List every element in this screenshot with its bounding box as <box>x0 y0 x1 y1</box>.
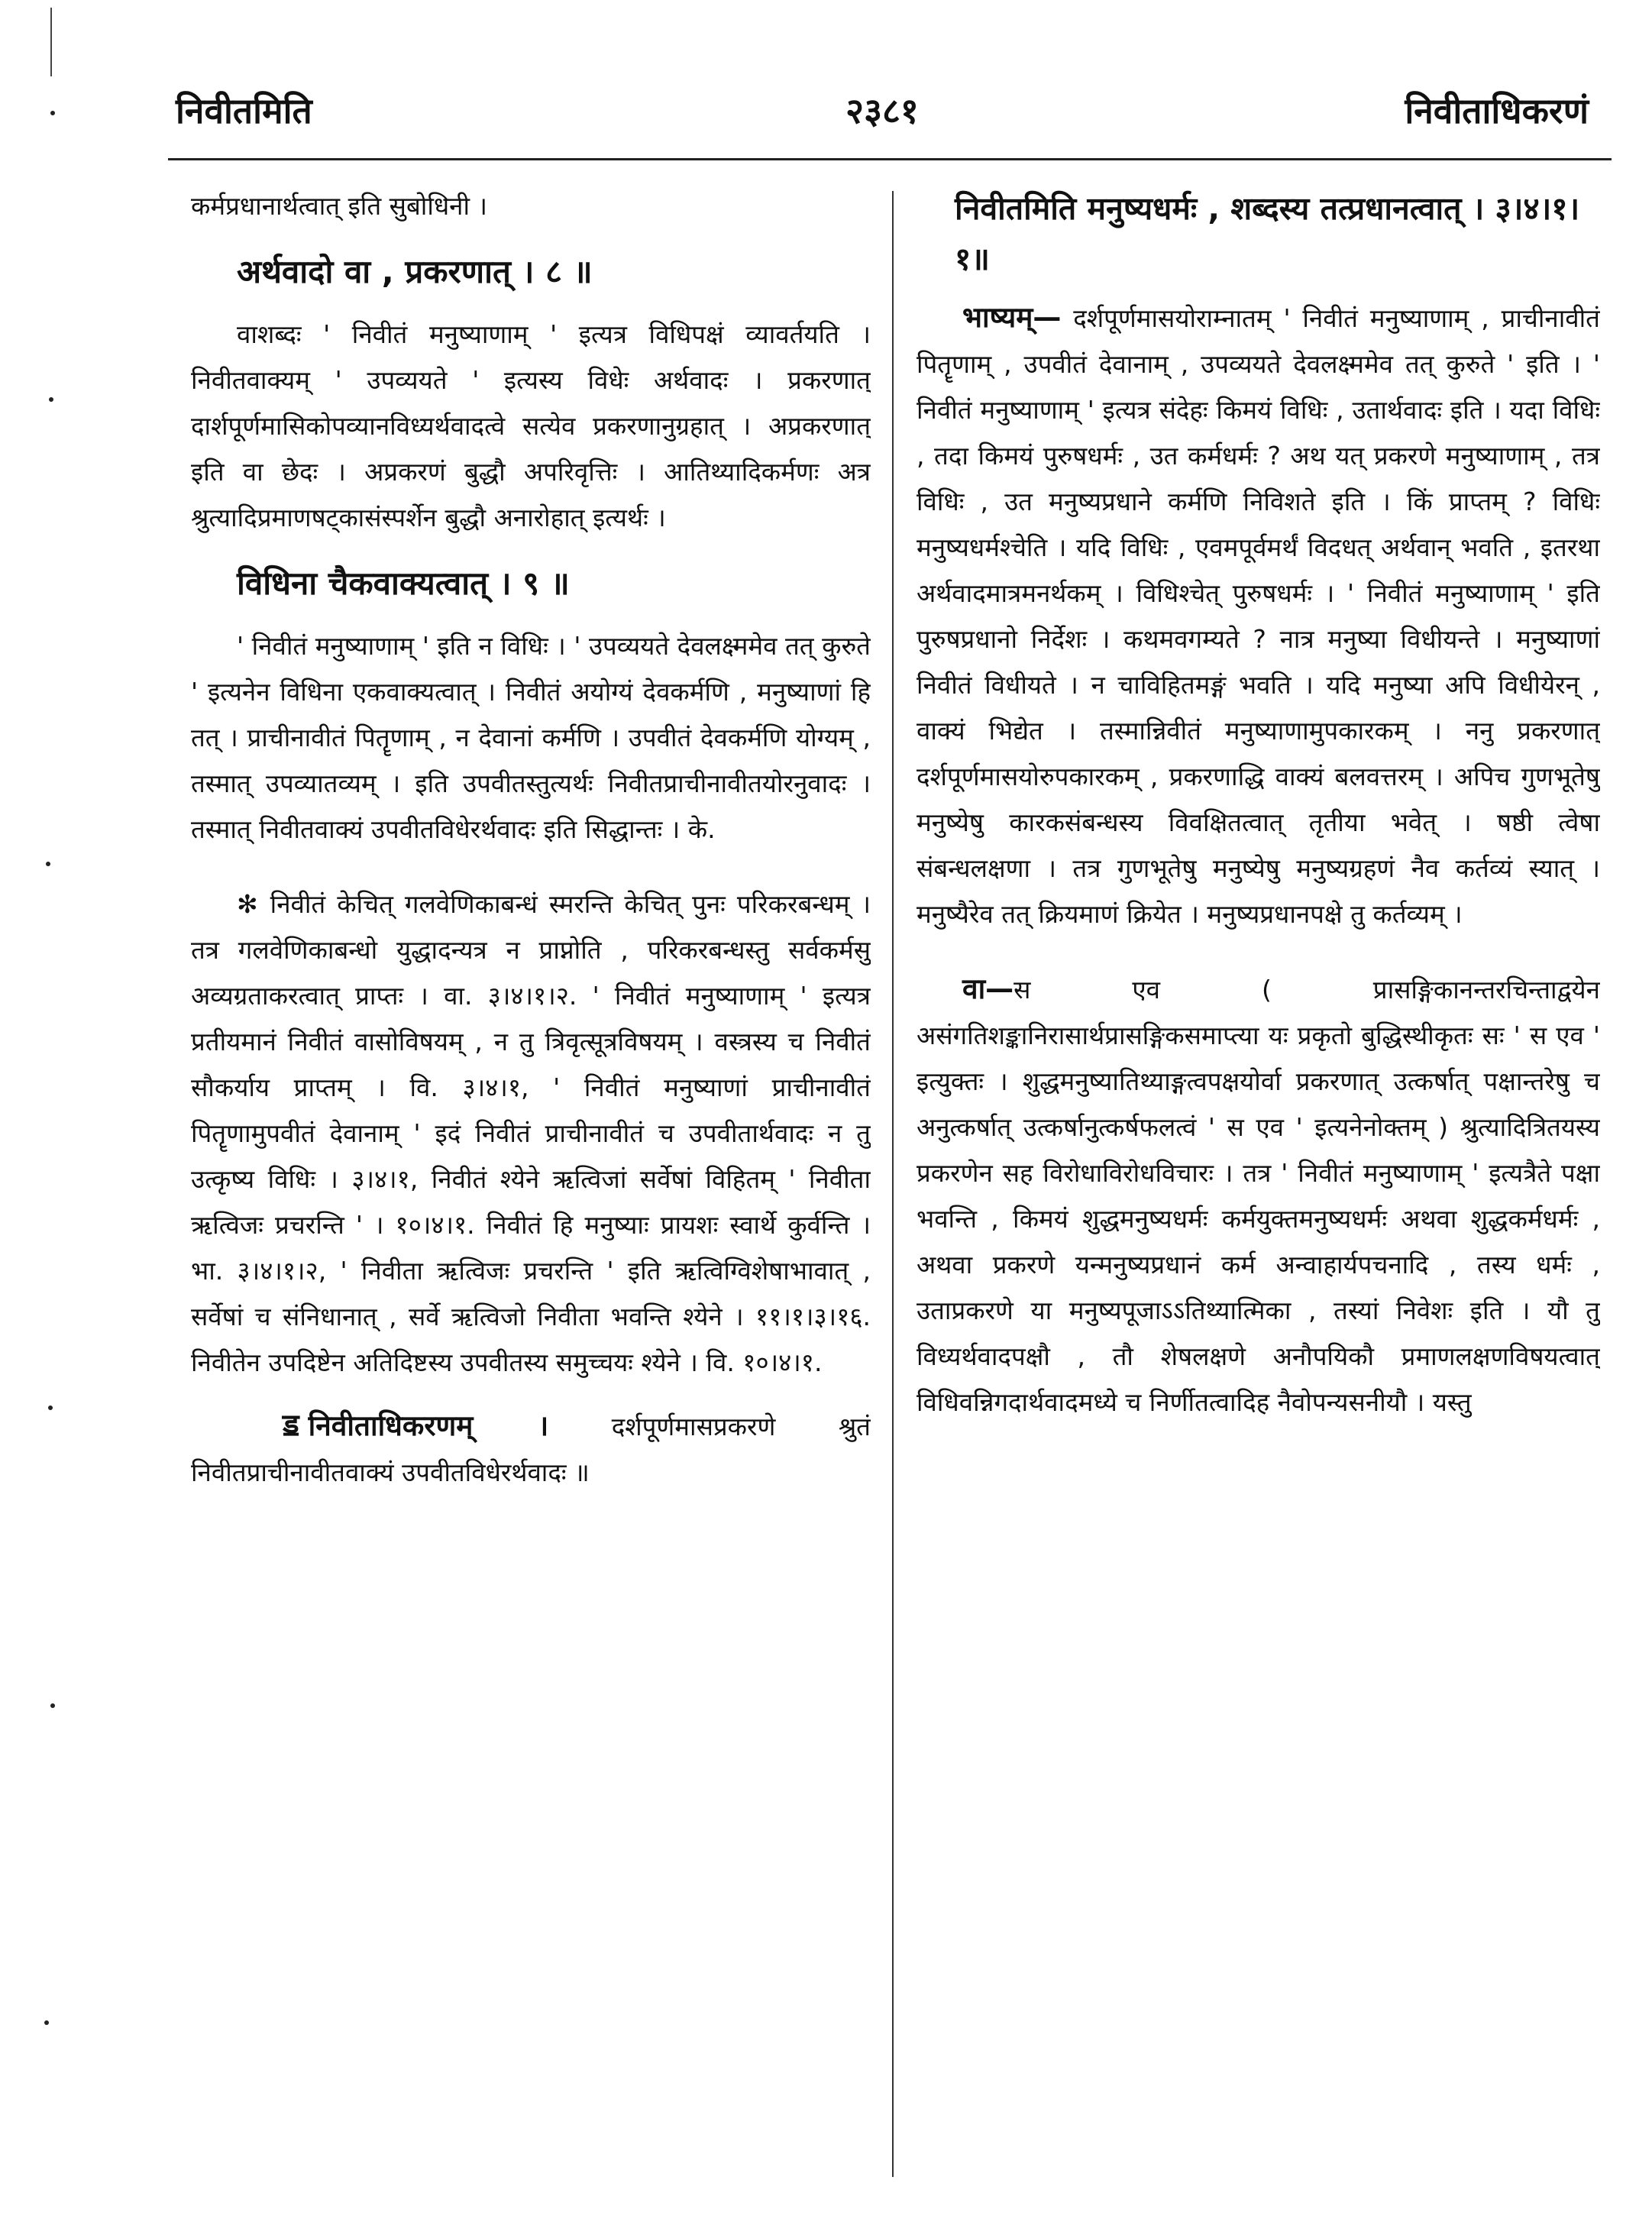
scan-margin-line <box>50 8 52 76</box>
sutra-9: विधिना चैकवाक्यत्वात् । ९ ॥ <box>237 564 570 602</box>
header-left-title: निवीतमिति <box>176 90 312 131</box>
vartika-label: वा— <box>962 972 1014 1005</box>
bhashya-text: दर्शपूर्णमासयोराम्नातम् ' निवीतं मनुष्याणाम् , प्राचीनावीतं पितॄणाम् , उपवीतं देवानाम् , उपव्ययते देवलक्ष्ममेव तत् कुरुते ' इति । ' निवीतं मनुष्याणाम् ' इत्यत्र संदेहः किमयं विधिः , उतार्थवादः इति । यदा विधिः , तदा किमयं पुरुषधर्मः , उत कर्मधर्मः ? अथ यत् प्रकरणे मनुष्याणाम् , तत्र विधिः , उत मनुष्यप्रधाने कर्मणि निविशते इति । किं प्राप्तम् ? विधिः मनुष्यधर्मश्चेति । यदि विधिः , एवमपूर्वमर्थं विदधत् अर्थवान् भवति , इतरथा अर्थवादमात्रमनर्थकम् । विधिश्चेत् पुरुषधर्मः । ' निवीतं मनुष्याणाम् ' इति पुरुषप्रधानो निर्देशः । कथमवगम्यते ? नात्र मनुष्या विधीयन्ते । मनुष्याणां निवीतं विधीयते । न चाविहितमङ्गं भवति । यदि मनुष्या अपि विधीयेरन् , वाक्यं भिद्येत । तस्मान्निवीतं मनुष्याणामुपकारकम् । ननु प्रकरणात् दर्शपूर्णमासयोरुपकारकम् , प्रकरणाद्धि वाक्यं बलवत्तरम् । अपिच गुणभूतेषु मनुष्येषु कारकसंबन्धस्य विवक्षितत्वात् तृतीया भवेत् । षष्ठी त्वेषा संबन्धलक्षणा । तत्र गुणभूतेषु मनुष्येषु मनुष्यग्रहणं नैव कर्तव्यं स्यात् । मनुष्यैरेव तत् क्रियमाणं क्रियेत । मनुष्यप्रधानपक्षे तु कर्तव्यम् । <box>917 303 1600 929</box>
sutra-3-4-1-1: निवीतमिति मनुष्यधर्मः , शब्दस्य तत्प्रधानत्वात् । ३।४।१।१॥ <box>955 190 1580 277</box>
paragraph-subodhini-end: कर्मप्रधानार्थत्वात् इति सुबोधिनी । <box>191 191 488 221</box>
paragraph-sutra-8-commentary: वाशब्दः ' निवीतं मनुष्याणाम् ' इत्यत्र विधिपक्षं व्यावर्तयति । निवीतवाक्यम् ' उपव्ययते ' इत्यस्य विधेः अर्थवादः । प्रकरणात् दार्शपूर्णमासिकोपव्यानविध्यर्थवादत्वे सत्येव प्रकरणानुग्रहात् । अप्रकरणात् इति वा छेदः । अप्रकरणं बुद्धौ अपरिवृत्तिः । आतिथ्यादिकर्मणः अत्र श्रुत्यादिप्रमाणषट्कासंस्पर्शेन बुद्धौ अनारोहात् इत्यर्थः । <box>191 319 871 532</box>
adhikarana-title: निवीताधिकरणम् । <box>308 1409 549 1442</box>
paragraph-sutra-9-commentary: ' निवीतं मनुष्याणाम् ' इति न विधिः । ' उपव्ययते देवलक्ष्ममेव तत् कुरुते ' इत्यनेन विधिना एकवाक्यत्वात् । निवीतं अयोग्यं देवकर्मणि , मनुष्याणां हि तत् । प्राचीनावीतं पितॄणाम् , न देवानां कर्मणि । उपवीतं देवकर्मणि योग्यम् , तस्मात् उपव्यातव्यम् । इति उपवीतस्तुत्यर्थः निवीतप्राचीनावीतयोरनुवादः । तस्मात् निवीतवाक्यं उपवीतविधेरर्थवादः इति सिद्धान्तः । के. <box>191 631 871 844</box>
references-text: निवीतं केचित् गलवेणिकाबन्धं स्मरन्ति केचित् पुनः परिकरबन्धम् । तत्र गलवेणिकाबन्धो युद्धादन्यत्र न प्राप्नोति , परिकरबन्धस्तु सर्वकर्मसु अव्यग्रताकरत्वात् प्राप्तः । वा. ३।४।१।२. ' निवीतं मनुष्याणाम् ' इत्यत्र प्रतीयमानं निवीतं वासोविषयम् , न तु त्रिवृत्सूत्रविषयम् । वस्त्रस्य च निवीतं सौकर्याय प्राप्तम् । वि. ३।४।१, ' निवीतं मनुष्याणां प्राचीनावीतं पितॄणामुपवीतं देवानाम् ' इदं निवीतं प्राचीनावीतं च उपवीतार्थवादः न तु उत्कृष्य विधिः । ३।४।१, निवीतं श्येने ऋत्विजां सर्वेषां विहितम् ' निवीता ऋत्विजः प्रचरन्ति ' । १०।४।१. निवीतं हि मनुष्याः प्रायशः स्वार्थे कुर्वन्ति । भा. ३।४।१।२, ' निवीता ऋत्विजः प्रचरन्ति ' इति ऋत्विग्विशेषाभावात् , सर्वेषां च संनिधानात् , सर्वे ऋत्विजो निवीता भवन्ति श्येने । ११।१।३।१६. निवीतेन उपदिष्टेन अतिदिष्टस्य उपवीतस्य समुच्चयः श्येने । वि. १०।४।१. <box>191 889 871 1377</box>
scan-speck <box>44 2020 49 2025</box>
section-symbol-icon: ॾ <box>283 1408 299 1443</box>
page-header <box>176 84 1589 153</box>
scan-speck <box>50 111 55 115</box>
scan-speck <box>48 1405 53 1410</box>
header-rule <box>168 158 1612 160</box>
scan-speck <box>46 862 50 866</box>
page-number: २३८१ <box>845 90 919 131</box>
header-right-title: निवीताधिकरणं <box>1405 90 1589 131</box>
asterisk-icon: ✻ <box>237 889 270 919</box>
paragraph-references <box>191 881 871 1386</box>
paragraph-vartika <box>917 966 1600 1425</box>
bhashya-label: भाष्यम्— <box>962 301 1062 334</box>
scan-speck <box>49 397 53 402</box>
adhikarana-summary: दर्शपूर्णमासप्रकरणे श्रुतं निवीतप्राचीनावीतवाक्यं उपवीतविधेरर्थवादः ॥ <box>191 1412 871 1487</box>
column-divider <box>892 191 894 2177</box>
right-column <box>917 183 1600 2185</box>
scan-speck <box>50 1703 55 1708</box>
vartika-text: स एव ( प्रासङ्गिकानन्तरचिन्ताद्वयेन असंगतिशङ्कानिरासार्थप्रासङ्गिकसमाप्त्या यः प्रकृतो बुद्धिस्थीकृतः सः ' स एव ' इत्युक्तः । शुद्धमनुष्यातिथ्याङ्गत्वपक्षयोर्वा प्रकरणात् उत्कर्षात् पक्षान्तरेषु च अनुत्कर्षात् उत्कर्षानुत्कर्षफलत्वं ' स एव ' इत्यनेनोक्तम् ) श्रुत्यादित्रितयस्य प्रकरणेन सह विरोधाविरोधविचारः । तत्र ' निवीतं मनुष्याणाम् ' इत्यत्रैते पक्षा भवन्ति , किमयं शुद्धमनुष्यधर्मः कर्मयुक्तमनुष्यधर्मः अथवा शुद्धकर्मधर्मः , अथवा प्रकरणे यन्मनुष्यप्रधानं कर्म अन्वाहार्यपचनादि , तस्य धर्मः , उताप्रकरणे या मनुष्यपूजाऽऽतिथ्यात्मिका , तस्यां निवेशः इति । यौ तु विध्यर्थवादपक्षौ , तौ शेषलक्षणे अनौपयिकौ प्रमाणलक्षणविषयत्वात् विधिवन्निगदार्थवादमध्ये च निर्णीतत्वादिह नैवोपन्यसनीयौ । यस्तु <box>917 975 1600 1417</box>
paragraph-adhikarana-summary <box>191 1402 871 1496</box>
left-column <box>191 183 871 2185</box>
paragraph-bhashya <box>917 295 1600 937</box>
sutra-8: अर्थवादो वा , प्रकरणात् । ८ ॥ <box>237 253 593 290</box>
